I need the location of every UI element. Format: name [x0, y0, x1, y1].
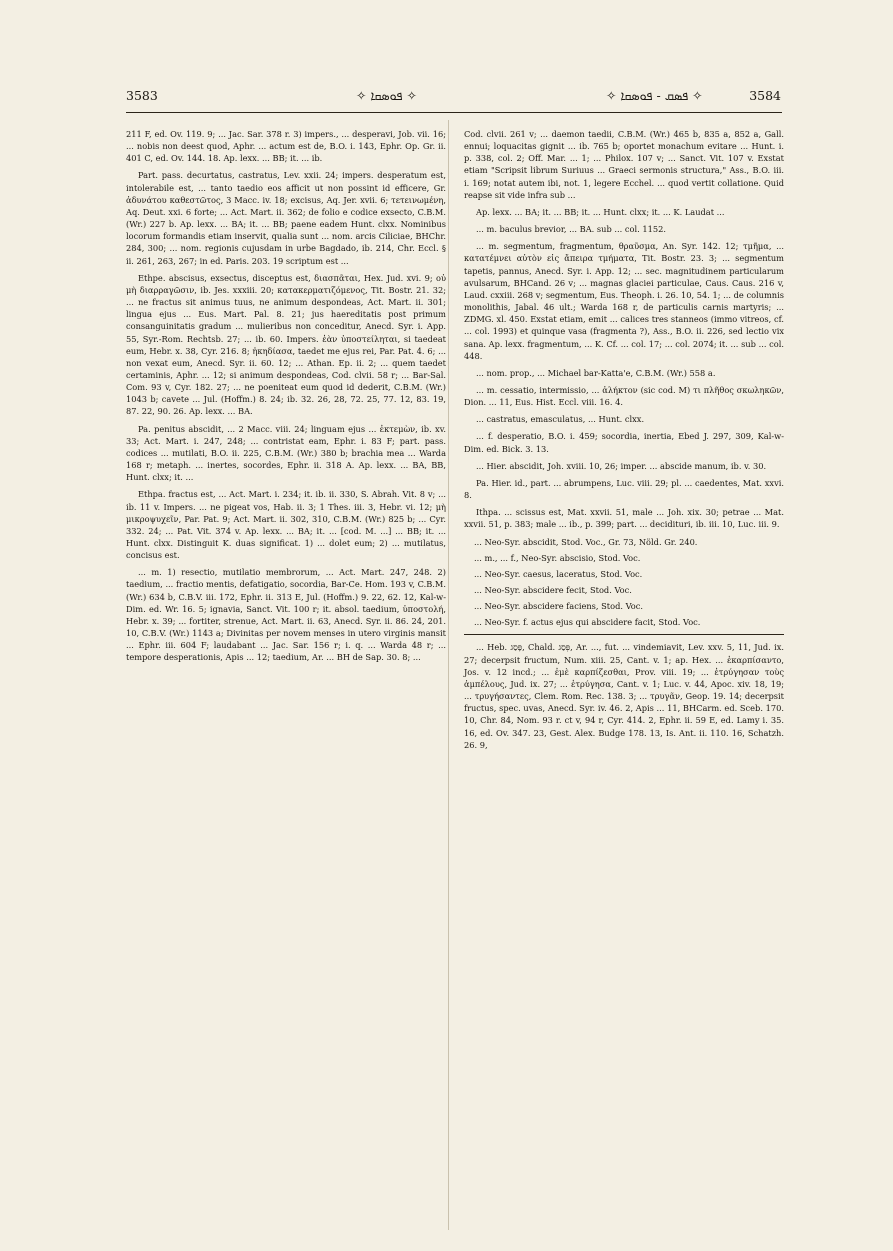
- entry-paragraph: Part. pass. decurtatus, castratus, Lev. xxii. 24; impers. desperatum est, intolerabile est, ... tanto taedio eos afficit ut non possint id efficere, Gr. ἀδυνάτου καθεστῶτος, 3 Macc. iv. 18; excisus, Aq. Jer. xvii. 6; τετεινωμένη, Aq. Deut. xxi. 6 forte; ... Act. Mart. ii. 362; de folio e codice exsecto, C.B.M. (Wr.) 227 b. Ap. lexx. ... BA; it. ... BB; paene eadem Hunt. clxx. Nominibus locorum formandis etiam inservit, qualia sunt ... nom. arcis Ciliciae, BHChr. 284, 300; ... nom. regionis cujusdam in urbe Bagdado, ib. 214, Chr. Eccl. § ii. 261, 263, 267; in ed. Paris. 203. 19 scriptum est ...: [126, 170, 446, 266]
- entry-line: ... Neo-Syr. abscidit, Stod. Voc., Gr. 73, Nöld. Gr. 240.: [474, 536, 698, 547]
- right-running-head: ✧ ܦܣܩ - ܦܘܣܩܐ ✧: [606, 88, 703, 103]
- entry-paragraph: ... castratus, emasculatus, ... Hunt. clxx.: [476, 414, 645, 425]
- entry-paragraph: Ap. lexx. ... BA; it. ... BB; it. ... Hunt. clxx; it. ... K. Laudat ...: [476, 206, 725, 217]
- entry-paragraph: ... Heb. פָּסַג, Chald. פְּסַג, Ar. ..., fut. ... vindemiavit, Lev. xxv. 5, 11, Jud. ix. 27; decerpsit fructum, Num. xiii. 25, Cant. v. 1; ap. Hex. ... ἐκαρπίσαντο, Jos. v. 12 incd.; ... ἐμὲ καρπίζεσθαι, Prov. viii. 19; ... ἐτρύγησαν τοὺς ἀμπέλους, Jud. ix. 27; ... ἐτρύγησα, Cant. v. 1; Luc. v. 44, Apoc. xiv. 18, 19; ... τρυγήσαντες, Clem. Rom. Rec. 138. 3; ... τρυγᾶν, Geop. 19. 14; decerpsit fructus, spec. uvas, Anecd. Syr. iv. 46. 2, Apis ... 11, BHCarm. ed. Sceb. 170. 10, Chr. 84, Nom. 93 r. ct v, 94 r, Cyr. 414. 2, Ephr. ii. 59 E, ed. Lamy i. 35. 16, ed. Ov. 347. 23, Gest. Alex. Budge 178. 13, Is. Ant. ii. 110. 16, Schatzh. 26. 9,: [464, 642, 784, 750]
- entry-line: ... Neo-Syr. f. actus ejus qui abscidere facit, Stod. Voc.: [474, 617, 701, 628]
- entry-paragraph: ... f. desperatio, B.O. i. 459; socordia, inertia, Ebed J. 297, 309, Kal-w-Dim. ed. Bick. 3. 13.: [464, 431, 784, 454]
- header-rule: [126, 112, 782, 113]
- entry-paragraph: ... Hier. abscidit, Joh. xviii. 10, 26; imper. ... abscide manum, ib. v. 30.: [476, 460, 767, 471]
- entry-paragraph: ... m. segmentum, fragmentum, θραῦσμα, An. Syr. 142. 12; τμῆμα, ... κατατέμνει αὐτὸν εἰς ἄπειρα τμήματα, Tit. Bostr. 23. 3; ... segmentum tapetis, pannus, Anecd. Syr. i. App. 12; ... sec. magnitudinem particularum avulsarum, BHCand. 26 v; ... magnas glaciei particulae, Caus. Caus. 216 v, Laud. cxxiii. 268 v; segmentum, Eus. Theoph. i. 26. 10, 54. 1; ... de columnis monolithis, Jabal. 46 ult.; Warda 168 r, de particulis carnis martyris; ... ZDMG. xl. 450. Exstat etiam, emit ... calices tres stanneos (immo vitreos, cf. ... col. 1993) et quinque vasa (fragmenta ?), Ass., B.O. ii. 226, sed lectio vix sana. Ap. lexx. fragmentum, ... K. Cf. ... col. 17; ... col. 2074; it. ... sub ... col. 448.: [464, 241, 784, 361]
- left-page-number: 3583: [126, 88, 158, 103]
- entry-line: ... Neo-Syr. abscidere fecit, Stod. Voc.: [474, 585, 632, 595]
- entry-line: ... Neo-Syr. abscidere faciens, Stod. Voc.: [474, 601, 644, 612]
- entry-paragraph: ... nom. prop., ... Michael bar-Katta'e, C.B.M. (Wr.) 558 a.: [476, 367, 716, 378]
- right-page-number: 3584: [749, 88, 781, 103]
- column-divider: [448, 120, 449, 1230]
- entry-paragraph: Ithpa. ... scissus est, Mat. xxvii. 51, male ... Joh. xix. 30; petrae ... Mat. xxvii. 51, p. 383; male ... ib., p. 399; part. ... decidituri, ib. iii. 10, Luc. iii. 9.: [464, 507, 784, 530]
- entry-paragraph: ... m. cessatio, intermissio, ... ἀλήκτον (sic cod. M) τι πλῆθος σκωληκῶν, Dion. ... 11, Eus. Hist. Eccl. viii. 16. 4.: [464, 384, 784, 408]
- entry-paragraph: 211 F, ed. Ov. 119. 9; ... Jac. Sar. 378 r. 3) impers., ... desperavi, Job. vii. 16; ... nobis non deest quod, Aphr. ... actum est de, B.O. i. 143, Ephr. Op. Gr. ii. 401 C, ed. Ov. 144. 18. Ap. lexx. ... BB; it. ... ib.: [126, 129, 446, 164]
- left-column: [126, 128, 446, 669]
- entry-paragraph: Ethpa. fractus est, ... Act. Mart. i. 234; it. ib. ii. 330, S. Abrah. Vit. 8 v; ... ib. 11 v. Impers. ... ne pigeat vos, Hab. ii. 3; 1 Thes. iii. 3, Hebr. vi. 12; μὴ μικροψυχεῖν, Par. Pat. 9; Act. Mart. ii. 302, 310, C.B.M. (Wr.) 825 b; ... Cyr. 332. 24; ... Pat. Vit. 374 v. Ap. lexx. ... BA; it. ... [cod. M. ...] ... BB; it. ... Hunt. clxx. Distinguit K. duas significat. 1) ... dolet eum; 2) ... mutilatus, concisus est.: [126, 489, 446, 561]
- entry-paragraph: ... m. 1) resectio, mutilatio membrorum, ... Act. Mart. 247, 248. 2) taedium, ... fractio mentis, defatigatio, socordia, Bar-Ce. Hom. 193 v, C.B.M. (Wr.) 634 b, C.B.V. iii. 172, Ephr. ii. 313 E, Jul. (Hoffm.) 9. 22, 62. 12, Kal-w-Dim. ed. Wr. 16. 5; ignavia, Sanct. Vit. 100 r; it. absol. taedium, ὑποστολή, Hebr. x. 39; ... fortiter, strenue, Act. Mart. ii. 63, Anecd. Syr. ii. 86. 24, 201. 10, C.B.V. (Wr.) 1143 a; Divinitas per novem menses in utero virginis mansit ... Ephr. iii. 604 F; laudabant ... Jac. Sar. 156 r; i. q. ... Warda 48 r; ... tempore desperationis, Apis ... 12; taedium, Ar. ... BH de Sap. 30. 8; ...: [126, 567, 446, 663]
- entry-paragraph: Pa. Hier. id., part. ... abrumpens, Luc. viii. 29; pl. ... caedentes, Mat. xxvi. 8.: [464, 477, 784, 501]
- entry-paragraph: ... m. baculus brevior, ... BA. sub ... col. 1152.: [476, 224, 666, 235]
- left-running-head: ✧ ܦܘܣܩܐ ✧: [356, 88, 418, 103]
- entry-paragraph: Ethpe. abscisus, exsectus, disceptus est, διασπᾶται, Hex. Jud. xvi. 9; οὐ μὴ διαρραγῶσιν, ib. Jes. xxxiii. 20; κατακερματιζόμενος, Tit. Bostr. 21. 32; ... ne fractus sit animus tuus, ne animum despondeas, Act. Mart. ii. 301; lingua ejus ... Eus. Mart. Pal. 8. 21; jus haereditatis post primum consanguinitatis gradum ... mulieribus non conceditur, Anecd. Syr. i. App. 55, Syr.-Rom. Rechtsb. 27; ... ib. 60. Impers. ἐὰν ὑποστείληται, si taedeat eum, Hebr. x. 38, Cyr. 216. 8; ἠκηδίασα, taedet me ejus rei, Par. Pat. 4. 6; ... non vexat eum, Anecd. Syr. ii. 60. 12; ... Athan. Ep. ii. 2; ... quem taedet certaminis, Aphr. ... 12; si animum despondeas, Cod. clvii. 58 r; ... Bar-Sal. Com. 93 v, Cyr. 182. 27; ... ne poeniteat eum quod id dederit, C.B.M. (Wr.) 1043 b; cavete ... Jul. (Hoffm.) 8. 24; ib. 32. 26, 28, 72. 25, 77. 12, 83. 19, 87. 22, 90. 26. Ap. lexx. ... BA.: [126, 272, 446, 417]
- entry-line: ... m., ... f., Neo-Syr. abscisio, Stod. Voc.: [474, 552, 641, 563]
- section-rule: [464, 634, 784, 635]
- entry-paragraph: Pa. penitus abscidit, ... 2 Macc. viii. 24; linguam ejus ... ἐκτεμὼν, ib. xv. 33; Act. Mart. i. 247, 248; ... contristat eam, Ephr. i. 83 F; part. pass. codices ... mutilati, B.O. ii. 225, C.B.M. (Wr.) 380 b; brachia mea ... Warda 168 r; metaph. ... inertes, socordes, Ephr. ii. 318 A. Ap. lexx. ... BA, BB, Hunt. clxx; it. ...: [126, 423, 446, 483]
- page-header: [126, 88, 781, 110]
- right-column: [464, 128, 784, 756]
- entry-line: ... Neo-Syr. caesus, laceratus, Stod. Voc.: [474, 568, 643, 579]
- entry-paragraph: Cod. clvii. 261 v; ... daemon taedii, C.B.M. (Wr.) 465 b, 835 a, 852 a, Gall. ennui; loquacitas gignit ... ib. 765 b; oportet monachum evitare ... Hunt. i. p. 338, col. 2; Off. Mar. ... 1; ... Philox. 107 v; ... Sanct. Vit. 107 v. Exstat etiam "Scripsit librum Suriuus ... Graeci sermonis structura," Ass., B.O. iii. i. 169; notat autem ibi, not. 1, legere Ecchel. ... quod vertit collatione. Quid reapse sit vide infra sub ...: [464, 129, 784, 200]
